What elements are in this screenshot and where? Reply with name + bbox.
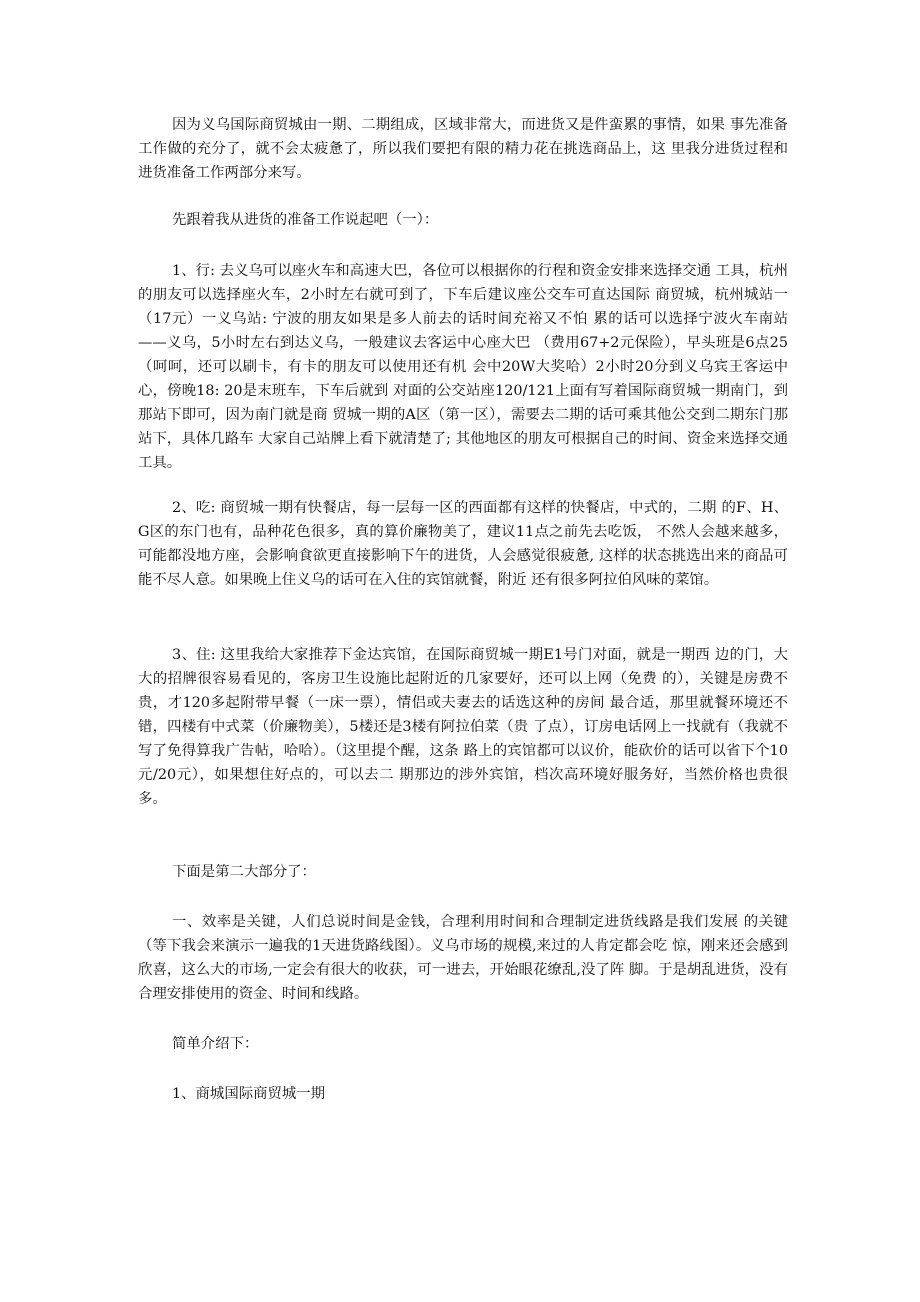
intro-paragraph: 因为义乌国际商贸城由一期、二期组成，区域非常大，而进货又是件蛮累的事情，如果 事先准备工作做的充分了，就不会太疲惫了，所以我们要把有限的精力花在挑选商品上，这 里我分进货过程和进货准备工作两部分来写。	[138, 117, 788, 181]
brief-intro-paragraph: 简单介绍下：	[172, 1036, 259, 1052]
transport-paragraph: 1、行: 去义乌可以座火车和高速大巴，各位可以根据你的行程和资金安排来选择交通 工具，杭州的朋友可以选择座火车，2小时左右就可到了，下车后建议座公交车可直达国际 商贸城，杭州城站一（17元）一义乌站: 宁波的朋友如果是多人前去的话时间充裕又不怕 累的话可以选择宁波火车南站——义乌，5小时左右到达义乌，一般建议去客运中心座大巴 （费用67+2元保险），早头班是6点25 （呵呵，还可以刷卡，有卡的朋友可以使用还有机 会中20W大奖哈）2小时20分到义乌宾王客运中心，傍晚18: 20是末班车，下车后就到 对面的公交站座120/121上面有写着国际商贸城一期南门，到那站下即可，因为南门就是商 贸城一期的A区（第一区），需要去二期的话可乘其他公交到二期东门那站下，具体几路车 大家自己站牌上看下就清楚了; 其他地区的朋友可根据自己的时间、资金来选择交通工具。	[138, 263, 788, 471]
lodging-paragraph: 3、住: 这里我给大家推荐下金达宾馆，在国际商贸城一期E1号门对面，就是一期西 边的门，大大的招牌很容易看见的，客房卫生设施比起附近的几家要好，还可以上网（免费 的），关键是房费不贵，才120多起附带早餐（一床一票），情侣或夫妻去的话选这种的房间 最合适，那里就餐环境还不错，四楼有中式菜（价廉物美），5楼还是3楼有阿拉伯菜（贵 了点），订房电话网上一找就有（我就不写了免得算我广告帖，哈哈）。（这里提个醒，这条 路上的宾馆都可以议价，能砍价的话可以省下个10元/20元），如果想住好点的，可以去二 期那边的涉外宾馆，档次高环境好服务好，当然价格也贵很多。	[138, 647, 788, 807]
efficiency-paragraph: 一、效率是关键，人们总说时间是金钱，合理利用时间和合理制定进货线路是我们发展 的关键（等下我会来演示一遍我的1天进货路线图）。义乌市场的规模,来过的人肯定都会吃 惊，刚来还会感到欣喜，这么大的市场,一定会有很大的收获，可一进去，开始眼花缭乱,没了阵 脚。于是胡乱进货，没有合理安排使用的资金、时间和线路。	[138, 914, 788, 1002]
market-phase-one-paragraph: 1、商城国际商贸城一期	[172, 1086, 326, 1102]
food-paragraph: 2、吃: 商贸城一期有快餐店，每一层每一区的西面都有这样的快餐店，中式的，二期 的F、H、G区的东门也有，品种花色很多，真的算价廉物美了，建议11点之前先去吃饭， 不然人会越来越多，可能都没地方座，会影响食欲更直接影响下午的进货，人会感觉很疲惫, 这样的状态挑选出来的商品可能不尽人意。如果晚上住义乌的话可在入住的宾馆就餐，附近 还有很多阿拉伯风味的菜馆。	[138, 500, 788, 588]
part-two-heading-paragraph: 下面是第二大部分了：	[172, 864, 316, 880]
preparation-heading-paragraph: 先跟着我从进货的准备工作说起吧（一）：	[172, 212, 439, 228]
